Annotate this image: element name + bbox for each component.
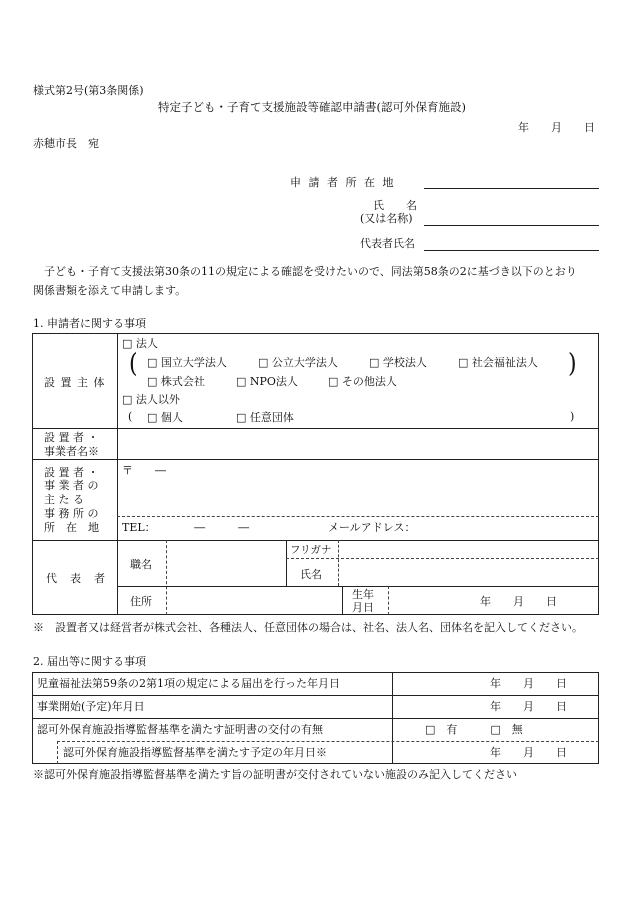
certificate-checkboxes[interactable]: □ 有 □ 無: [425, 723, 523, 736]
dashed-divider: [117, 516, 599, 517]
rep-section-label: 代 表 者: [46, 572, 106, 585]
non-corp-association[interactable]: □ 任意団体: [236, 411, 294, 424]
representative-name-line[interactable]: [424, 250, 599, 251]
dashed-divider: [57, 741, 599, 742]
email-field[interactable]: メールアドレス：: [328, 521, 416, 534]
corp-type-social-welfare[interactable]: □ 社会福祉法人: [458, 356, 538, 369]
cell-divider: [286, 540, 287, 586]
cell-divider: [342, 586, 343, 615]
tel-field[interactable]: TEL： ― ―: [122, 521, 250, 534]
intro-line-2: 関係書類を添えて申請します。: [33, 284, 187, 297]
section2-note: ※認可外保育施設指導監督基準を満たす旨の証明書が交付されていない施設のみ記入してください: [33, 768, 517, 781]
corp-type-national-university[interactable]: □ 国立大学法人: [147, 356, 227, 369]
planned-date-label: 認可外保育施設指導監督基準を満たす予定の年月日※: [63, 746, 327, 759]
birth-label-2: 月日: [352, 601, 374, 614]
bracket-left: (: [129, 349, 138, 380]
furigana-label: フリガナ: [290, 544, 332, 556]
table-divider: [117, 333, 118, 615]
bracket-right: ): [568, 349, 577, 380]
row-divider: [32, 428, 599, 429]
dashed-divider: [57, 741, 58, 764]
rep-name-label: 氏名: [300, 568, 322, 581]
corp-checkbox[interactable]: □ 法人: [122, 337, 158, 350]
bracket-left-small: (: [128, 410, 133, 423]
office-label-4: 事 務 所 の: [44, 507, 99, 520]
dashed-divider: [388, 586, 389, 615]
addressee: 赤穂市長 宛: [33, 137, 99, 150]
notification-date-label: 児童福祉法第59条の2第1項の規定による届出を行った年月日: [37, 677, 340, 690]
row-divider: [32, 718, 599, 719]
start-date-field[interactable]: 年 月 日: [490, 700, 567, 713]
row-divider: [32, 695, 599, 696]
section1-note: ※ 設置者又は経営者が株式会社、各種法人、任意団体の場合は、社名、法人名、団体名を記入してください。: [33, 621, 583, 634]
planned-date-field[interactable]: 年 月 日: [490, 746, 567, 759]
office-label-3: 主 た る: [44, 493, 84, 506]
start-date-label: 事業開始(予定)年月日: [37, 700, 145, 713]
birth-label-1: 生年: [352, 588, 374, 601]
applicant-name-line[interactable]: [424, 225, 599, 226]
row-divider: [117, 586, 599, 587]
row-divider: [32, 540, 599, 541]
job-title-label: 職名: [130, 558, 152, 571]
intro-line-1: 子ども・子育て支援法第30条の11の規定による確認を受けたいので、同法第58条の2に基づき以下のとおり: [44, 265, 577, 278]
non-corp-checkbox[interactable]: □ 法人以外: [122, 393, 180, 406]
applicant-name-label: 氏 名: [373, 199, 417, 212]
postal-code-field[interactable]: 〒 ―: [122, 464, 166, 477]
section2-heading: 2. 届出等に関する事項: [33, 655, 146, 668]
founder-label: 設 置 主 体: [44, 376, 106, 389]
row-divider: [32, 459, 599, 460]
non-corp-individual[interactable]: □ 個人: [147, 411, 183, 424]
corp-type-kabushiki[interactable]: □ 株式会社: [147, 375, 205, 388]
applicant-address-label: 申 請 者 所 在 地: [290, 176, 396, 189]
corp-type-school[interactable]: □ 学校法人: [369, 356, 427, 369]
dashed-divider: [166, 540, 167, 615]
section1-heading: 1. 申請者に関する事項: [33, 317, 146, 330]
applicant-name-label-alt: (又は名称): [360, 212, 413, 225]
notification-date-field[interactable]: 年 月 日: [490, 677, 567, 690]
date-field[interactable]: 年 月 日: [518, 121, 595, 134]
rep-address-label: 住所: [130, 595, 152, 608]
operator-label-1: 設 置 者 ・: [44, 431, 99, 444]
form-title: 特定子ども・子育て支援施設等確認申請書(認可外保育施設): [158, 100, 466, 114]
corp-type-npo[interactable]: □ NPO法人: [236, 375, 298, 388]
dashed-divider: [338, 540, 339, 586]
applicant-address-line[interactable]: [424, 188, 599, 189]
bracket-right-small: ): [570, 410, 575, 423]
dashed-divider: [286, 558, 599, 559]
office-label-2: 事 業 者 の: [44, 479, 99, 492]
operator-label-2: 事業者名※: [44, 445, 99, 458]
certificate-label: 認可外保育施設指導監督基準を満たす証明書の交付の有無: [37, 723, 323, 736]
birth-date-field[interactable]: 年 月 日: [480, 595, 557, 608]
corp-type-public-university[interactable]: □ 公立大学法人: [258, 356, 338, 369]
office-label-1: 設 置 者 ・: [44, 466, 99, 479]
representative-label: 代表者氏名: [360, 237, 415, 250]
form-number: 様式第2号(第3条関係): [33, 84, 144, 97]
office-label-5: 所 在 地: [44, 521, 99, 534]
corp-type-other[interactable]: □ その他法人: [328, 375, 397, 388]
